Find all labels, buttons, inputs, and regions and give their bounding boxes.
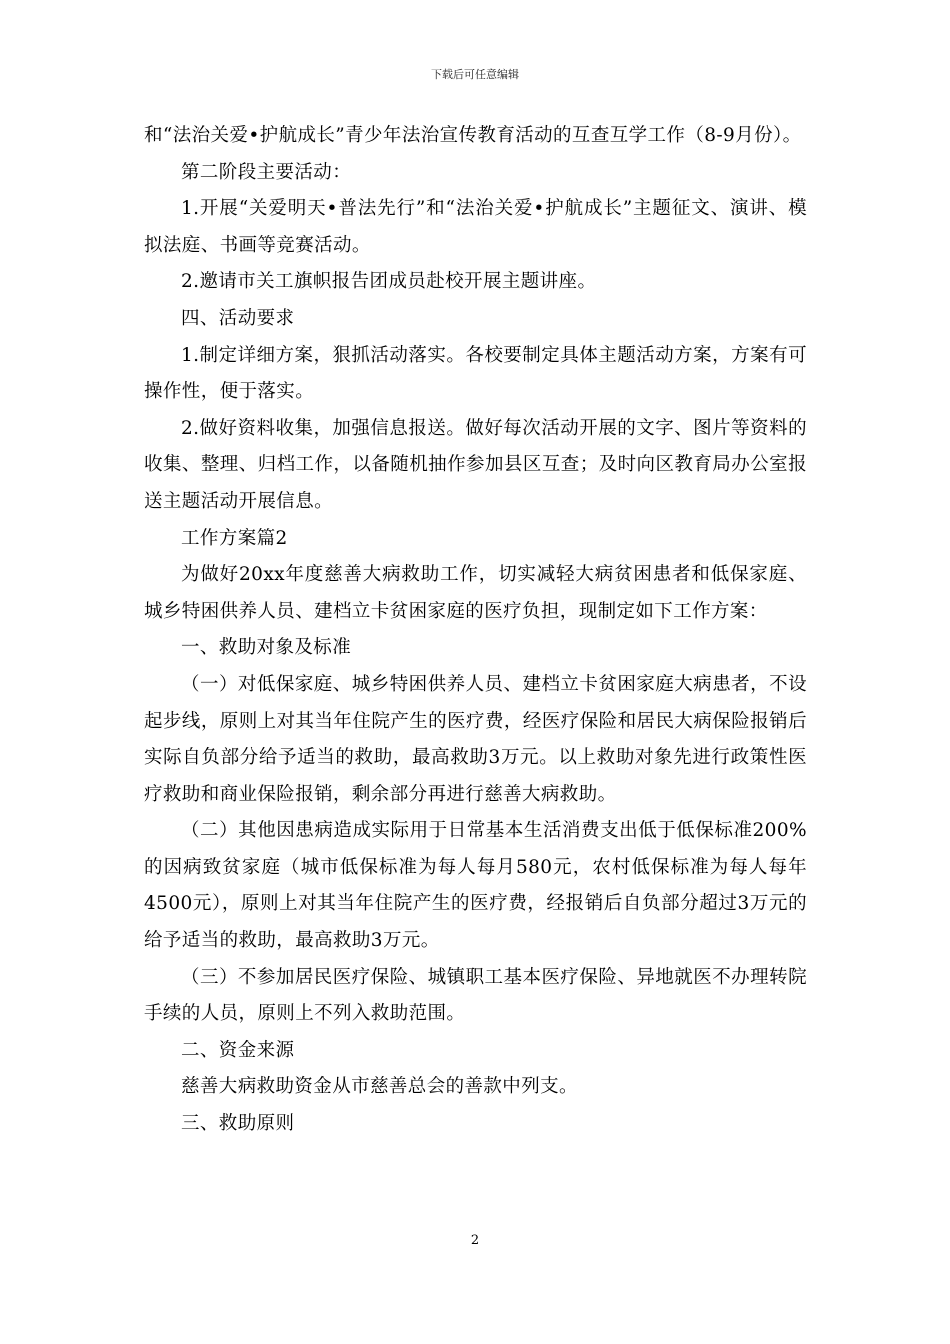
paragraph: （三）不参加居民医疗保险、城镇职工基本医疗保险、异地就医不办理转院手续的人员，原则上不列入救助范围。 xyxy=(144,966,807,1025)
section-heading: 三、救助原则 xyxy=(181,1113,295,1135)
paragraph: 1.制定详细方案，狠抓活动落实。各校要制定具体主题活动方案，方案有可操作性，便于落实。 xyxy=(144,344,807,403)
page-header: 下载后可任意编辑 xyxy=(431,68,519,81)
section-heading: 一、救助对象及标准 xyxy=(181,637,352,659)
paragraph: （二）其他因患病造成实际用于日常基本生活消费支出低于低保标准200%的因病致贫家庭（城市低保标准为每人每月580元，农村低保标准为每人每年4500元），原则上对其当年住院产生的医疗费，经报销后自负部分超过3万元的给予适当的救助，最高救助3万元。 xyxy=(144,820,807,952)
paragraph: （一）对低保家庭、城乡特困供养人员、建档立卡贫困家庭大病患者，不设起步线，原则上对其当年住院产生的医疗费，经医疗保险和居民大病保险报销后实际自负部分给予适当的救助，最高救助3万元。以上救助对象先进行政策性医疗救助和商业保险报销，剩余部分再进行慈善大病救助。 xyxy=(144,673,807,805)
section-heading: 二、资金来源 xyxy=(181,1039,295,1061)
paragraph: 和“法治关爱•护航成长”青少年法治宣传教育活动的互查互学工作（8-9月份）。 xyxy=(144,125,802,146)
page-number: 2 xyxy=(470,1233,480,1248)
document-body xyxy=(144,118,807,1143)
paragraph: 2.邀请市关工旗帜报告团成员赴校开展主题讲座。 xyxy=(181,271,597,293)
paragraph: 为做好20xx年度慈善大病救助工作，切实减轻大病贫困患者和低保家庭、城乡特困供养人员、建档立卡贫困家庭的医疗负担，现制定如下工作方案： xyxy=(144,564,807,622)
paragraph: 1.开展“关爱明天•普法先行”和“法治关爱•护航成长”主题征文、演讲、模拟法庭、书画等竞赛活动。 xyxy=(144,198,807,256)
section-heading: 工作方案篇2 xyxy=(181,527,288,549)
paragraph: 2.做好资料收集，加强信息报送。做好每次活动开展的文字、图片等资料的收集、整理、归档工作，以备随机抽作参加县区互查；及时向区教育局办公室报送主题活动开展信息。 xyxy=(144,417,807,512)
paragraph: 第二阶段主要活动： xyxy=(181,161,352,183)
section-heading: 四、活动要求 xyxy=(181,307,295,329)
paragraph: 慈善大病救助资金从市慈善总会的善款中列支。 xyxy=(181,1076,578,1098)
